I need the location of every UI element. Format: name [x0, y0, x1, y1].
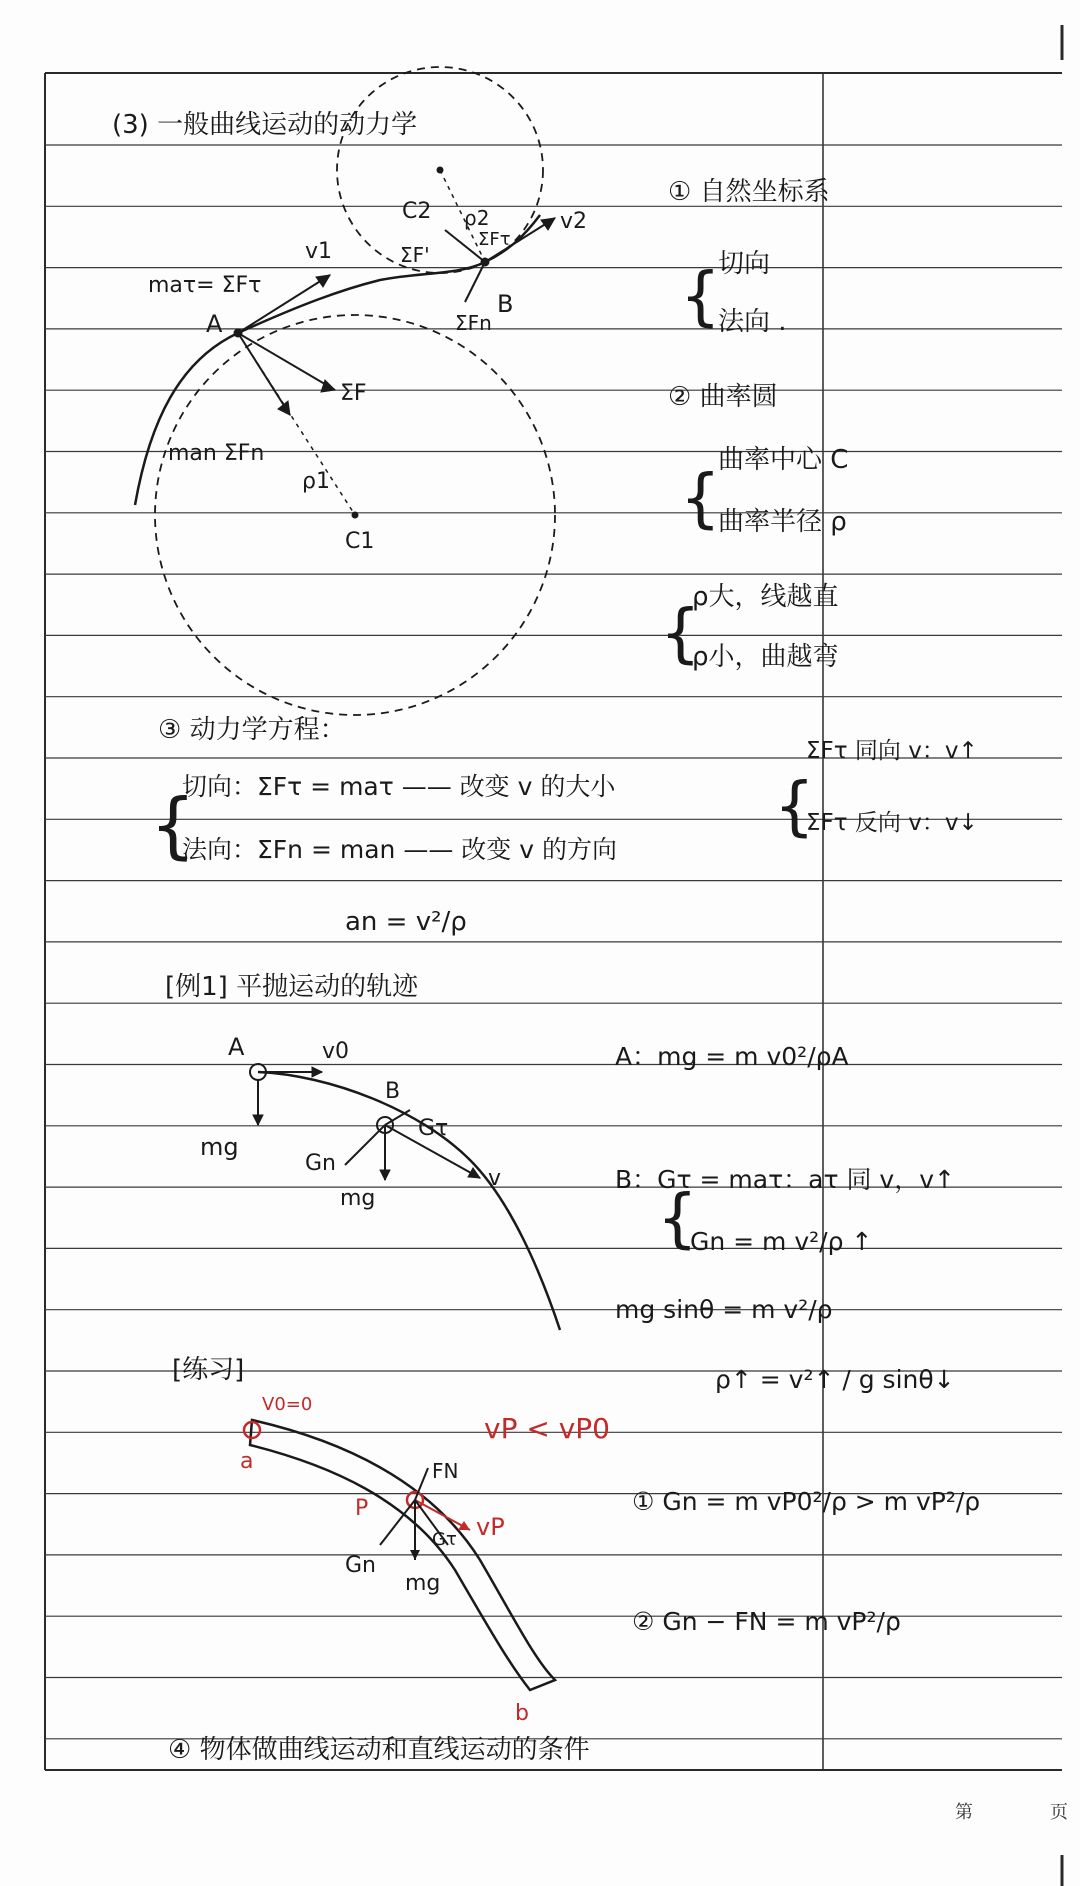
example2-label-b: b — [515, 1701, 529, 1726]
section3-title: ③ 动力学方程： — [158, 715, 346, 745]
example1-label-b: B — [385, 1079, 401, 1104]
note-curvature-circle: ② 曲率圆 — [668, 382, 778, 412]
example1-label-mg-a: mg — [200, 1133, 239, 1161]
note-curvature-center: 曲率中心 C — [718, 445, 849, 475]
example1-label-v0: v0 — [322, 1039, 350, 1064]
fig1-point-a: A — [206, 310, 223, 338]
fig1-sum-fn-b: ΣFn — [455, 311, 492, 335]
example2-eq1: ① Gn = m vP0²/ρ > m vP²/ρ — [632, 1487, 981, 1516]
example1-label-gt: Gτ — [418, 1116, 449, 1141]
brace-2: { — [680, 462, 721, 536]
fig1-sum-f-prime: ΣF' — [400, 243, 430, 267]
fig1-c2: C2 — [402, 199, 432, 224]
fig1-rho1: ρ1 — [302, 469, 330, 494]
example2-v0: V0=0 — [262, 1394, 313, 1415]
example2-label-fn: FN — [432, 1459, 459, 1483]
example2-label-vp: vP — [476, 1513, 505, 1541]
fig1-v2: v2 — [560, 209, 588, 234]
example1-label-v: v — [488, 1166, 502, 1191]
item4-conditions: ④ 物体做曲线运动和直线运动的条件 — [168, 1735, 590, 1765]
note-rho-small: ρ小，曲越弯 — [692, 642, 839, 672]
fig1-sum-f: ΣF — [340, 381, 367, 406]
footer-ye: 页 — [1050, 1802, 1068, 1823]
fig1-point-b: B — [497, 290, 514, 318]
section3-normal-eq: 法向：ΣFn = man —— 改变 v 的方向 — [182, 835, 617, 864]
page-frame — [45, 25, 1062, 1886]
example2-label-gt: Gτ — [432, 1529, 457, 1550]
example2-label-a: a — [240, 1449, 254, 1474]
example1-title: [例1] 平抛运动的轨迹 — [165, 972, 419, 1002]
section3-tangent-eq: 切向：ΣFτ = maτ —— 改变 v 的大小 — [182, 772, 616, 801]
fig1-eq-tangent: maτ= ΣFτ — [148, 273, 262, 298]
example1-eq-b1: B：Gτ = maτ：aτ 同 v，v↑ — [615, 1165, 955, 1194]
example1-label-gn: Gn — [305, 1151, 336, 1176]
note-curvature-radius: 曲率半径 ρ — [718, 507, 847, 537]
section3-side-opposite: ΣFτ 反向 v：v↓ — [806, 810, 978, 836]
example1-eq-b2: Gn = m v²/ρ ↑ — [690, 1227, 873, 1256]
example1-label-mg-b: mg — [340, 1186, 376, 1211]
fig1-sum-ft-b: ΣFτ — [478, 229, 511, 250]
brace-6: { — [657, 1182, 698, 1256]
brace-1: { — [680, 260, 721, 334]
section3-side-same: ΣFτ 同向 v：v↑ — [806, 738, 978, 764]
fig1-rho2: ρ2 — [464, 206, 490, 230]
example1-eq-b4: ρ↑ = v²↑ / g sinθ↓ — [715, 1365, 955, 1394]
note-rho-big: ρ大，线越直 — [692, 582, 839, 612]
brace-3: { — [660, 597, 701, 671]
example2-label-p: P — [355, 1496, 369, 1521]
fig1-eq-normal: man ΣFn — [168, 441, 265, 466]
example1-figure — [250, 1064, 560, 1330]
section3-an-formula: an = v²/ρ — [345, 907, 467, 937]
section-heading: (3) 一般曲线运动的动力学 — [112, 110, 418, 140]
example1-eq-a: A：mg = m v0²/ρA — [615, 1042, 849, 1071]
footer-di: 第 — [955, 1802, 973, 1823]
example2-inequality: vP < vP0 — [484, 1412, 610, 1445]
example2-title: [练习] — [172, 1355, 245, 1385]
note-tangent-dir: 切向 — [718, 249, 771, 279]
brace-4: { — [150, 783, 196, 867]
brace-5: { — [774, 770, 815, 844]
example1-eq-b3: mg sinθ = m v²/ρ — [615, 1295, 833, 1324]
fig1-v1: v1 — [305, 239, 333, 264]
example2-label-gn: Gn — [345, 1553, 376, 1578]
fig1-c1: C1 — [345, 529, 375, 554]
example2-eq2: ② Gn − FN = m vP²/ρ — [632, 1607, 901, 1636]
note-normal-dir: 法向 . — [718, 307, 787, 337]
example2-label-mg: mg — [405, 1571, 441, 1596]
note-natural-coords: ① 自然坐标系 — [668, 177, 830, 207]
example1-label-a: A — [228, 1033, 245, 1061]
